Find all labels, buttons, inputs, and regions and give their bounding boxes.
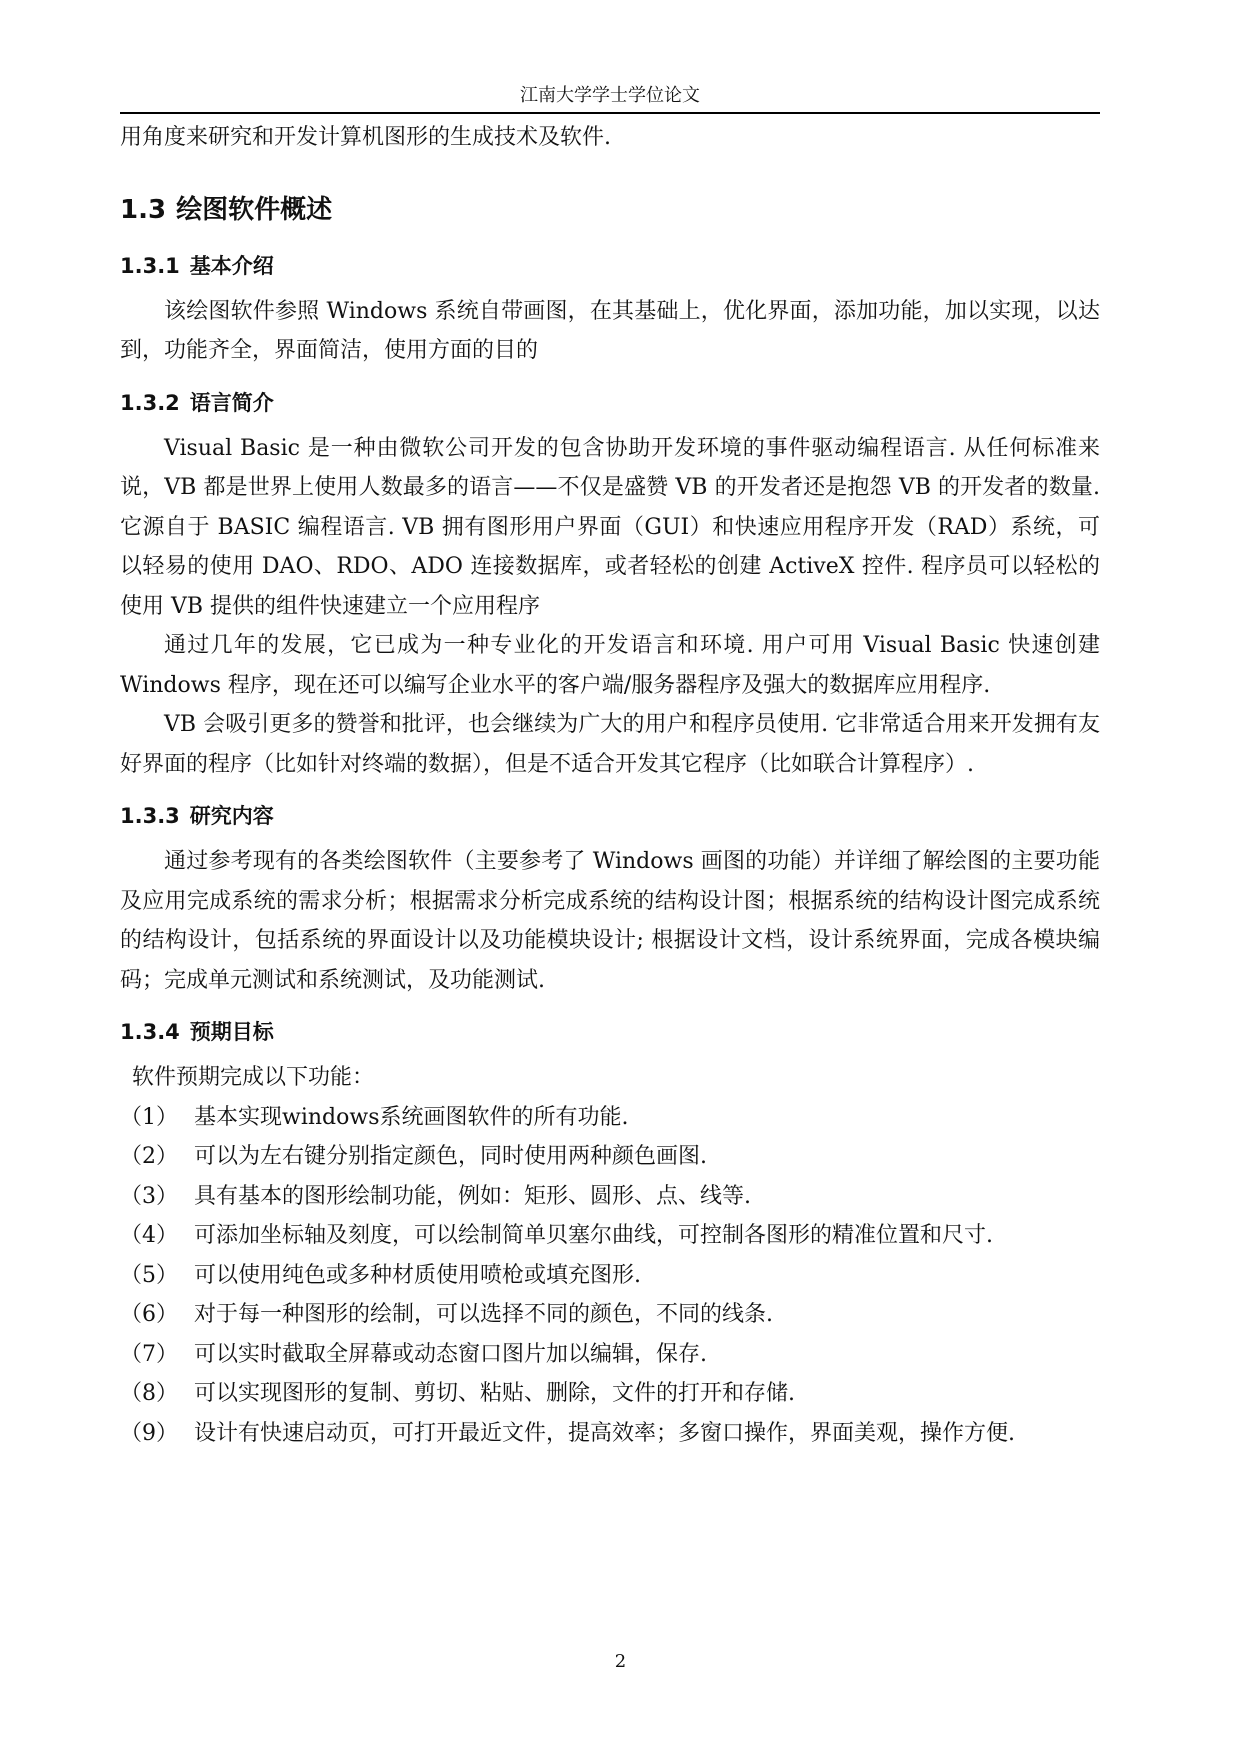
continuation-paragraph: 用角度来研究和开发计算机图形的生成技术及软件.	[120, 125, 611, 150]
paragraph: 通过参考现有的各类绘图软件（主要参考了 Windows 画图的功能）并详细了解绘图的主要功能及应用完成系统的需求分析；根据需求分析完成系统的结构设计图；根据系统的结构设计图完成系统的结构设计，包括系统的界面设计以及功能模块设计; 根据设计文档，设计系统界面，完成各模块编码；完成单元测试和系统测试，及功能测试.	[120, 849, 1100, 993]
section-number: 1.3	[120, 194, 167, 225]
list-item	[120, 1216, 1100, 1256]
running-header: 江南大学学士学位论文	[520, 85, 700, 106]
list-marker: （7）	[120, 1341, 178, 1367]
list-item	[120, 1295, 1100, 1335]
header-rule	[120, 112, 1100, 114]
list-marker: （6）	[120, 1302, 178, 1327]
list-item-text: 基本实现windows系统画图软件的所有功能.	[194, 1104, 629, 1130]
list-item-text: 具有基本的图形绘制功能，例如：矩形、圆形、点、线等.	[194, 1183, 751, 1209]
subsection-heading-basic-intro	[120, 248, 1100, 284]
list-item	[120, 1335, 1100, 1375]
section-heading	[120, 190, 1100, 230]
list-item	[120, 1177, 1100, 1217]
page-number: 2	[614, 1651, 627, 1672]
paragraph: Visual Basic 是一种由微软公司开发的包含协助开发环境的事件驱动编程语言. 从任何标准来说，VB 都是世界上使用人数最多的语言——不仅是盛赞 VB 的开发者还是抱怨 VB 的开发者的数量. 它源自于 BASIC 编程语言. VB 拥有图形用户界面（GUI）和快速应用程序开发（RAD）系统，可以轻易的使用 DAO、RDO、ADO 连接数据库，或者轻松的创建 ActiveX 控件. 程序员可以轻松的使用 VB 提供的组件快速建立一个应用程序	[120, 435, 1107, 619]
subsection-title: 研究内容	[189, 804, 274, 828]
subsection-number: 1.3.3	[120, 804, 180, 828]
list-item	[120, 1098, 1100, 1138]
paragraph: VB 会吸引更多的赞誉和批评，也会继续为广大的用户和程序员使用. 它非常适合用来开发拥有友好界面的程序（比如针对终端的数据），但是不适合开发其它程序（比如联合计算程序）.	[120, 712, 1100, 777]
list-item-text: 可添加坐标轴及刻度，可以绘制简单贝塞尔曲线，可控制各图形的精准位置和尺寸.	[194, 1223, 993, 1248]
list-marker: （5）	[120, 1262, 178, 1288]
goals-list	[120, 1098, 1100, 1454]
list-marker: （9）	[120, 1420, 178, 1446]
subsection-title: 预期目标	[189, 1020, 274, 1044]
list-item	[120, 1256, 1100, 1296]
subsection-number: 1.3.2	[120, 390, 180, 415]
list-item-text: 可以为左右键分别指定颜色，同时使用两种颜色画图.	[194, 1144, 707, 1169]
list-item	[120, 1137, 1100, 1177]
list-marker: （2）	[120, 1144, 178, 1169]
section-title: 绘图软件概述	[176, 194, 333, 225]
list-item-text: 对于每一种图形的绘制，可以选择不同的颜色，不同的线条.	[194, 1302, 773, 1327]
list-item-text: 可以实现图形的复制、剪切、粘贴、删除，文件的打开和存储.	[194, 1381, 795, 1406]
subsection-title: 基本介绍	[189, 253, 274, 278]
list-marker: （8）	[120, 1381, 178, 1406]
paragraph: 该绘图软件参照 Windows 系统自带画图，在其基础上，优化界面，添加功能，加以实现，以达到，功能齐全，界面简洁，使用方面的目的	[120, 298, 1100, 363]
paragraph: 通过几年的发展，它已成为一种专业化的开发语言和环境. 用户可用 Visual Basic 快速创建 Windows 程序，现在还可以编写企业水平的客户端/服务器程序及强大的数据库应用程序.	[120, 633, 1107, 698]
list-item-text: 可以实时截取全屏幕或动态窗口图片加以编辑，保存.	[194, 1341, 707, 1367]
list-marker: （1）	[120, 1104, 178, 1130]
subsection-heading-expected-goals	[120, 1014, 1100, 1050]
list-intro: 软件预期完成以下功能：	[132, 1065, 375, 1090]
list-item	[120, 1374, 1100, 1414]
list-item	[120, 1414, 1100, 1454]
list-marker: （4）	[120, 1223, 178, 1248]
list-item-text: 可以使用纯色或多种材质使用喷枪或填充图形.	[194, 1262, 641, 1288]
subsection-heading-research-content	[120, 798, 1100, 834]
subsection-number: 1.3.1	[120, 253, 180, 278]
page-body	[120, 118, 1107, 1453]
list-marker: （3）	[120, 1183, 178, 1209]
subsection-number: 1.3.4	[120, 1020, 180, 1044]
list-item-text: 设计有快速启动页，可打开最近文件，提高效率；多窗口操作，界面美观，操作方便.	[194, 1420, 1015, 1446]
subsection-title: 语言简介	[189, 390, 274, 415]
subsection-heading-language-intro	[120, 385, 1100, 421]
